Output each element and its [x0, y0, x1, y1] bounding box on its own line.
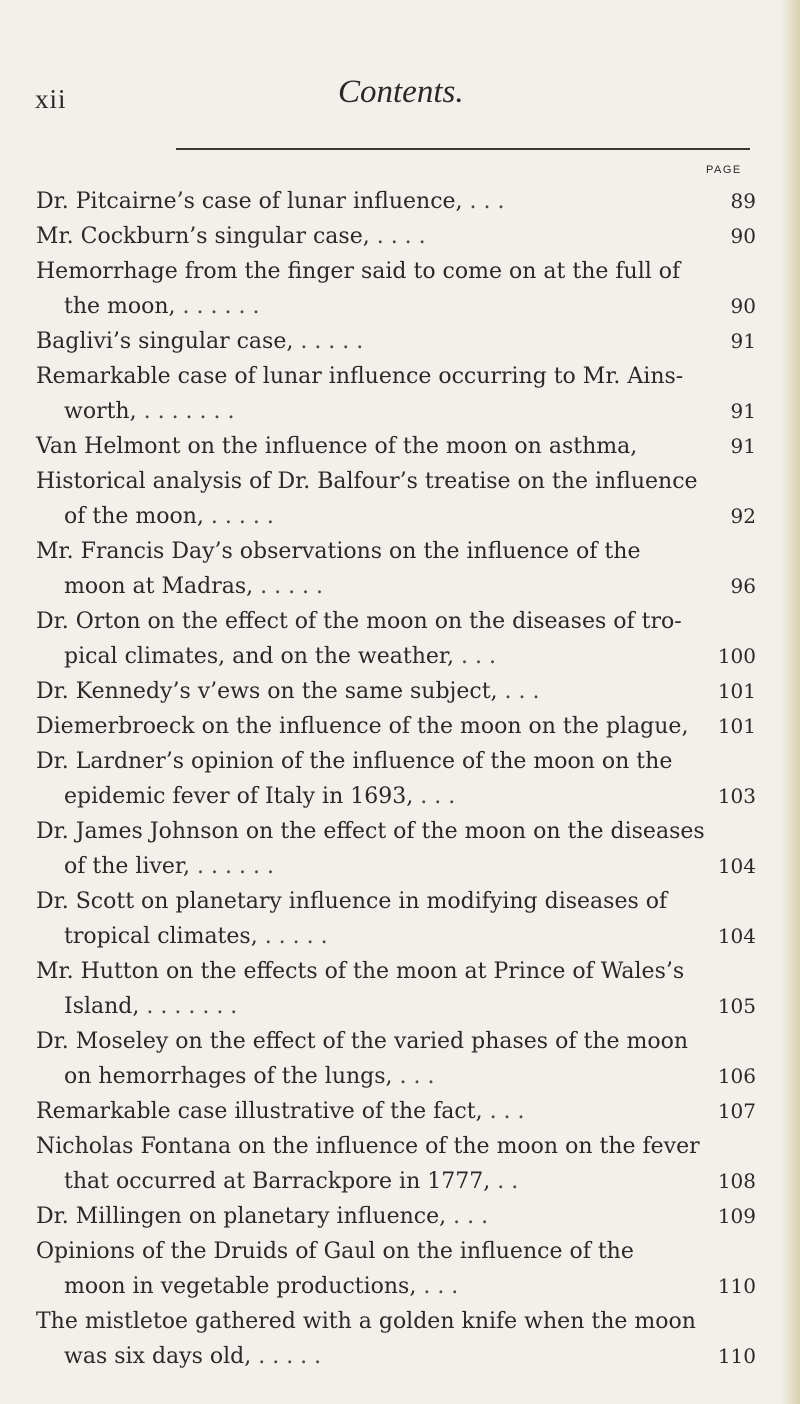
entry-page-number: 109: [717, 1204, 756, 1228]
entry-page-number: 91: [730, 434, 756, 458]
contents-entry: [36, 534, 756, 604]
entry-page-number: 103: [717, 784, 756, 808]
entry-page-number: 91: [730, 329, 756, 353]
entry-title-line: epidemic fever of Italy in 1693, . . .: [64, 784, 456, 809]
entry-title-line: Dr. Kennedy’s v’ews on the same subject, . . .: [36, 679, 540, 704]
entry-title-line: Remarkable case illustrative of the fact, . . .: [36, 1099, 525, 1124]
contents-entry: [36, 359, 756, 429]
entry-title-line: of the moon, . . . . .: [64, 504, 274, 529]
contents-entry: [36, 464, 756, 534]
entry-page-number: 106: [717, 1064, 756, 1088]
contents-entry: [36, 1199, 756, 1234]
contents-entry: [36, 884, 756, 954]
entry-title-line: was six days old, . . . . .: [64, 1344, 322, 1369]
dot-leader: . . . . .: [251, 1344, 322, 1369]
page-column-label: PAGE: [706, 164, 742, 176]
entry-page-number: 110: [717, 1344, 756, 1368]
entry-page-number: 100: [717, 644, 756, 668]
dot-leader: . .: [490, 1169, 519, 1194]
dot-leader: . . .: [446, 1204, 489, 1229]
folio-number: xii: [35, 84, 67, 114]
contents-entry: [36, 954, 756, 1024]
page-edge: [782, 0, 800, 1404]
dot-leader: . . .: [392, 1064, 435, 1089]
entry-page-number: 90: [730, 224, 756, 248]
dot-leader: . . .: [482, 1099, 525, 1124]
contents-entry: [36, 429, 756, 464]
entry-title-line: Dr. Pitcairne’s case of lunar influence, . . .: [36, 189, 505, 214]
contents-entry: [36, 604, 756, 674]
dot-leader: . . . . . . .: [139, 994, 238, 1019]
dot-leader: . . . . .: [293, 329, 364, 354]
entry-page-number: 101: [717, 679, 756, 703]
entry-page-number: 92: [730, 504, 756, 528]
contents-entry: [36, 324, 756, 359]
entry-title-line: Dr. Orton on the effect of the moon on the diseases of tro-: [36, 609, 682, 634]
entry-page-number: 89: [730, 189, 756, 213]
entry-title-line: Mr. Cockburn’s singular case, . . . .: [36, 224, 426, 249]
entry-title-line: Hemorrhage from the finger said to come on at the full of: [36, 259, 681, 284]
entry-title-line: Historical analysis of Dr. Balfour’s treatise on the influence: [36, 469, 698, 494]
contents-entry: [36, 1094, 756, 1129]
running-head: Contents.: [338, 74, 464, 110]
entry-title-line: Dr. Scott on planetary influence in modifying diseases of: [36, 889, 668, 914]
dot-leader: . . . .: [369, 224, 426, 249]
contents-entry: [36, 709, 756, 744]
dot-leader: . . .: [497, 679, 540, 704]
entry-page-number: 108: [717, 1169, 756, 1193]
entry-title-line: Mr. Francis Day’s observations on the influence of the: [36, 539, 641, 564]
entry-title-line: tropical climates, . . . . .: [64, 924, 328, 949]
dot-leader: . . .: [416, 1274, 459, 1299]
contents-entry: [36, 744, 756, 814]
entry-title-line: of the liver, . . . . . .: [64, 854, 274, 879]
entry-page-number: 107: [717, 1099, 756, 1123]
entry-title-line: pical climates, and on the weather, . . .: [64, 644, 496, 669]
entry-title-line: moon in vegetable productions, . . .: [64, 1274, 459, 1299]
entry-title-line: Van Helmont on the influence of the moon on asthma,: [36, 434, 638, 459]
contents-entry: [36, 814, 756, 884]
entry-title-line: Nicholas Fontana on the influence of the moon on the fever: [36, 1134, 700, 1159]
entry-title-line: Dr. Lardner’s opinion of the influence of the moon on the: [36, 749, 673, 774]
contents-entry: [36, 1129, 756, 1199]
entry-page-number: 105: [717, 994, 756, 1018]
dot-leader: . . . . . . .: [136, 399, 235, 424]
contents-entry: [36, 254, 756, 324]
entry-title-line: Dr. Moseley on the effect of the varied phases of the moon: [36, 1029, 689, 1054]
entry-page-number: 90: [730, 294, 756, 318]
entry-title-line: Mr. Hutton on the effects of the moon at Prince of Wales’s: [36, 959, 685, 984]
dot-leader: . . .: [413, 784, 456, 809]
entry-title-line: Remarkable case of lunar influence occurring to Mr. Ains-: [36, 364, 684, 389]
entry-page-number: 110: [717, 1274, 756, 1298]
entry-title-line: Island, . . . . . . .: [64, 994, 238, 1019]
header-rule: [176, 148, 750, 150]
entry-page-number: 104: [717, 854, 756, 878]
contents-list: [36, 184, 756, 1374]
dot-leader: . . . . .: [203, 504, 274, 529]
entry-title-line: Dr. James Johnson on the effect of the moon on the diseases: [36, 819, 705, 844]
contents-entry: [36, 1024, 756, 1094]
entry-title-line: Diemerbroeck on the influence of the moon on the plague,: [36, 714, 689, 739]
contents-entry: [36, 1234, 756, 1304]
dot-leader: . . .: [462, 189, 505, 214]
entry-page-number: 101: [717, 714, 756, 738]
dot-leader: . . . . .: [253, 574, 324, 599]
dot-leader: . . . . . .: [175, 294, 260, 319]
entry-title-line: the moon, . . . . . .: [64, 294, 260, 319]
dot-leader: . . . . .: [257, 924, 328, 949]
entry-title-line: The mistletoe gathered with a golden knife when the moon: [36, 1309, 696, 1334]
contents-entry: [36, 219, 756, 254]
contents-entry: [36, 1304, 756, 1374]
entry-title-line: Baglivi’s singular case, . . . . .: [36, 329, 364, 354]
entry-title-line: worth, . . . . . . .: [64, 399, 235, 424]
contents-entry: [36, 674, 756, 709]
entry-title-line: moon at Madras, . . . . .: [64, 574, 324, 599]
entry-title-line: Dr. Millingen on planetary influence, . . .: [36, 1204, 489, 1229]
dot-leader: . . . . . .: [190, 854, 274, 879]
entry-title-line: Opinions of the Druids of Gaul on the influence of the: [36, 1239, 634, 1264]
dot-leader: . . .: [453, 644, 496, 669]
entry-page-number: 96: [730, 574, 756, 598]
entry-title-line: that occurred at Barrackpore in 1777, . .: [64, 1169, 519, 1194]
entry-page-number: 91: [730, 399, 756, 423]
entry-page-number: 104: [717, 924, 756, 948]
contents-entry: [36, 184, 756, 219]
entry-title-line: on hemorrhages of the lungs, . . .: [64, 1064, 435, 1089]
